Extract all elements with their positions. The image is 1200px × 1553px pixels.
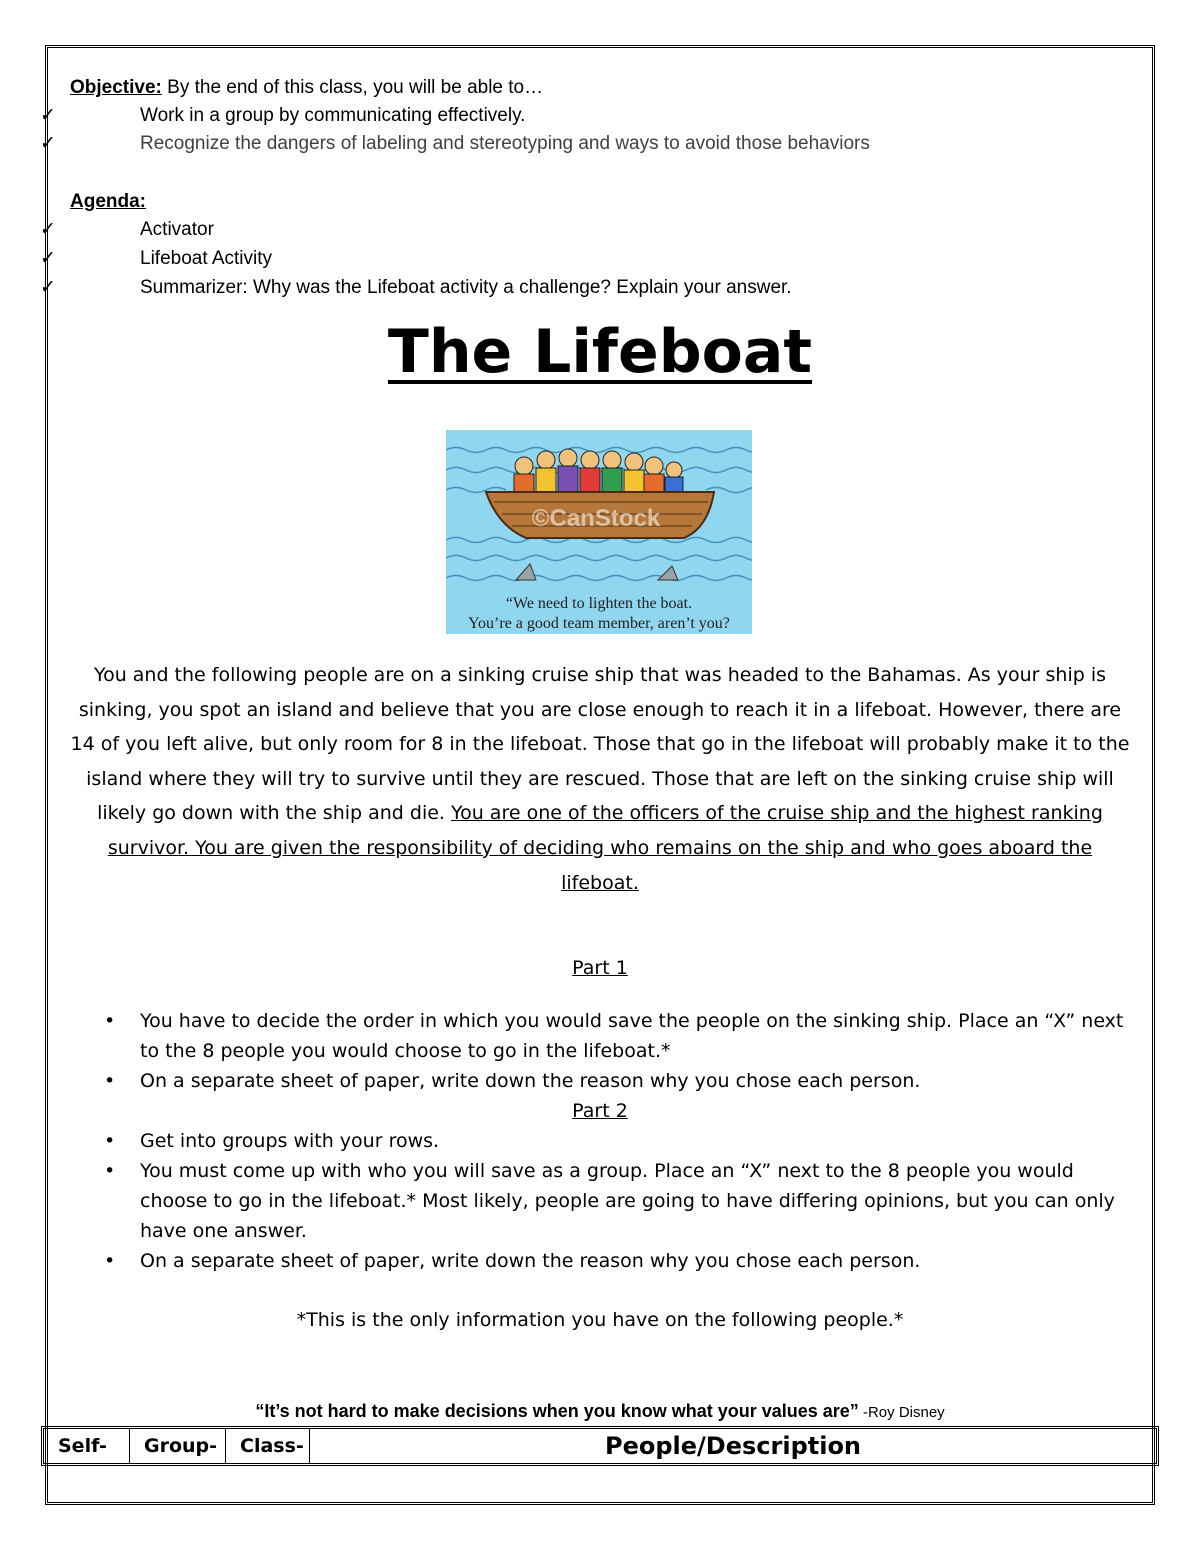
objective-intro: By the end of this class, you will be able to… [161,77,544,98]
agenda-label: Agenda: [70,191,146,212]
people-table-header [41,1426,1159,1466]
page-title: The Lifeboat [387,317,813,387]
responsibility-text: You are one of the officers of the cruise ship and the highest ranking survivor. You are given the responsibility of deciding who remains on the ship and who goes aboard the lifeboat. [107,802,1103,894]
illustration-caption-line1: “We need to lighten the boat. [505,595,693,612]
part1-heading: Part 1 [572,957,628,979]
illustration-caption-line2: You’re a good team member, aren’t you? [468,615,730,632]
list-item: • Get into groups with your rows. [100,1126,1140,1156]
check-icon: ✓ [40,248,56,269]
quote-text: “It’s not hard to make decisions when you know what your values are” [255,1401,859,1421]
check-icon: ✓ [40,219,56,240]
list-item: • You must come up with who you will save as a group. Place an “X” next to the 8 people you would choose to go in the lifeboat.* Most likely, people are going to have differing opinions, but you can only have one answer. [100,1156,1140,1246]
self-column-header: Self- [44,1429,130,1463]
list-item: • On a separate sheet of paper, write down the reason why you chose each person. [100,1066,1140,1096]
quote-author: -Roy Disney [858,1404,945,1421]
part1-list [100,1006,1140,1096]
part2-list [100,1126,1140,1276]
quote [0,1398,1200,1426]
check-icon: ✓ [40,133,56,154]
group-column-header: Group- [130,1429,226,1463]
check-icon: ✓ [40,277,56,298]
svg-text:©CanStock: ©CanStock [531,505,661,532]
list-item: • You have to decide the order in which you would save the people on the sinking ship. Place an “X” next to the 8 people you would choose to go in the lifeboat.* [100,1006,1140,1066]
lifeboat-illustration [446,430,752,634]
list-item: • On a separate sheet of paper, write down the reason why you chose each person. [100,1246,1140,1276]
information-note: *This is the only information you have on the following people.* [296,1309,904,1331]
objective-label: Objective: [70,77,162,98]
check-icon: ✓ [40,105,56,126]
people-description-header: People/Description [604,1432,862,1460]
part2-heading: Part 2 [572,1100,628,1122]
objective-line [70,74,543,102]
intro-paragraph: You and the following people are on a sinking cruise ship that was headed to the Bahamas. As your ship is sinking, you spot an island and believe that you are close enough to reach it in a lifeboat. However, there are 14 of you left alive, but only room for 8 in the lifeboat. Those that go in the lifeboat will probably make it to the island where they will try to survive until they are rescued. Those that are left on the sinking cruise ship will likely go down with the ship and die. You are one of the officers of the cruise ship and the highest ranking survivor. You are given the responsibility of deciding who remains on the ship and who goes aboard the lifeboat. [70,664,1130,894]
class-column-header: Class- [226,1429,310,1463]
